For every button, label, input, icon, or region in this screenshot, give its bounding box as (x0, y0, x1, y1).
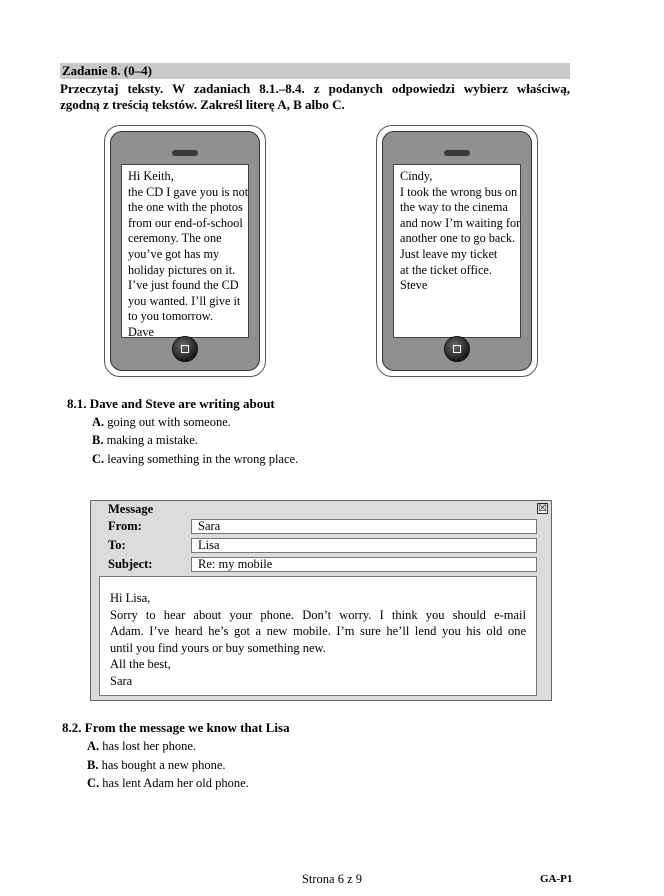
text-line: I took the wrong bus on (400, 184, 518, 199)
text-line: another one to go back. (400, 231, 516, 246)
text-line: to you tomorrow. (128, 309, 213, 324)
to-label: To: (108, 538, 126, 552)
text-line: you wanted. I’ll give it (128, 293, 241, 308)
body-line: Adam. I’ve heard he’s got a new mobile. I’m sure he’ll lend you his old one (110, 624, 526, 638)
instruction-line: zgodną z treścią tekstów. Zakreśl literę A, B albo C. (60, 97, 345, 112)
body-line: Sara (110, 673, 133, 688)
text-line: ceremony. The one (128, 231, 222, 246)
option-letter[interactable]: A. (87, 739, 100, 753)
text-line: Just leave my ticket (400, 246, 498, 261)
phone-speaker (172, 150, 198, 156)
option-text: has bought a new phone. (101, 758, 226, 772)
option-text: leaving something in the wrong place. (107, 452, 299, 466)
text-line: Dave (128, 324, 154, 339)
option-text: has lost her phone. (102, 739, 197, 753)
text-line: holiday pictures on it. (128, 262, 236, 277)
option-letter[interactable]: B. (92, 433, 104, 447)
phone-illustration-dave (104, 125, 266, 377)
answer-option-b[interactable] (92, 431, 198, 449)
question-8-2 (62, 719, 290, 737)
text-line: Cindy, (400, 169, 433, 183)
phone-screen-text (121, 164, 249, 338)
from-field[interactable]: Sara (191, 519, 537, 534)
phone-body (382, 131, 532, 371)
option-letter[interactable]: C. (92, 452, 105, 466)
answer-option-a[interactable] (87, 737, 196, 755)
instruction-line: Przeczytaj teksty. W zadaniach 8.1.–8.4. z podanych odpowiedzi wybierz właściwą, (60, 81, 570, 96)
phone-speaker (444, 150, 470, 156)
option-text: making a mistake. (106, 433, 198, 447)
subject-label: Subject: (108, 557, 153, 571)
option-letter[interactable]: C. (87, 776, 100, 790)
task-instruction (60, 81, 570, 113)
message-title: Message (108, 502, 154, 516)
from-row (91, 518, 551, 535)
option-letter[interactable]: B. (87, 758, 99, 772)
answer-option-a[interactable] (92, 413, 231, 431)
text-line: at the ticket office. (400, 262, 492, 277)
message-body[interactable] (99, 576, 537, 696)
text-line: from our end-of-school (128, 215, 243, 230)
answer-option-c[interactable] (92, 450, 298, 468)
question-number: 8.1. (67, 396, 87, 411)
question-stem: Dave and Steve are writing about (89, 396, 275, 411)
question-8-1 (67, 395, 275, 413)
text-line: I’ve just found the CD (128, 278, 239, 293)
option-letter[interactable]: A. (92, 415, 105, 429)
text-line: and now I’m waiting for (400, 215, 521, 230)
to-field[interactable]: Lisa (191, 538, 537, 553)
text-line: you’ve got has my (128, 246, 220, 261)
text-line: Steve (400, 278, 428, 293)
phone-illustration-steve (376, 125, 538, 377)
text-line: the CD I gave you is not (128, 184, 249, 199)
body-line: until you find yours or buy something new. (110, 640, 326, 655)
question-stem: From the message we know that Lisa (84, 720, 290, 735)
home-button-icon (172, 336, 198, 362)
text-line: the one with the photos (128, 200, 243, 215)
text-line: Hi Keith, (128, 169, 174, 183)
question-number: 8.2. (62, 720, 82, 735)
phone-screen-text (393, 164, 521, 338)
answer-option-b[interactable] (87, 756, 226, 774)
exam-code: GA-P1 (540, 873, 573, 885)
text-line: the way to the cinema (400, 200, 508, 215)
to-row (91, 537, 551, 554)
close-icon[interactable]: ☒ (538, 503, 547, 514)
task-title: Zadanie 8. (0–4) (60, 63, 570, 79)
home-button-icon (444, 336, 470, 362)
phone-body (110, 131, 260, 371)
option-text: going out with someone. (107, 415, 231, 429)
answer-option-c[interactable] (87, 774, 249, 792)
option-text: has lent Adam her old phone. (102, 776, 249, 790)
message-window (90, 500, 552, 701)
body-line: Hi Lisa, (110, 591, 151, 605)
subject-field[interactable]: Re: my mobile (191, 557, 537, 572)
body-line: Sorry to hear about your phone. Don’t worry. I think you should e-mail (110, 607, 526, 622)
page-number: Strona 6 z 9 (301, 872, 363, 886)
body-line: All the best, (110, 657, 171, 671)
from-label: From: (108, 519, 142, 533)
subject-row (91, 556, 551, 573)
